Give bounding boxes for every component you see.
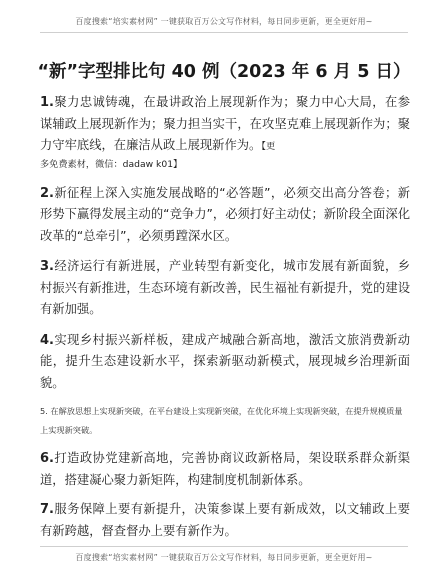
paragraph-number: 5. [40, 406, 48, 416]
footer-promo-text: 百度搜索“培实素材网” 一键获取百万公文写作材料，每日同步更新，更全更好用~ [75, 553, 373, 562]
paragraph-5 [40, 402, 410, 440]
paragraph-text: 新征程上深入实施发展战略的“必答题”，必须交出高分答卷；新形势下赢得发展主动的“竞争力”，必须打好主动仗；新阶段全面深化改革的“总牵引”，必须勇蹚深水区。 [40, 185, 410, 243]
promo-wechat-line: 多免费素材，微信：dadaw k01】 [40, 158, 183, 170]
paragraph-2 [40, 183, 410, 248]
paragraph-1 [40, 92, 410, 158]
footer-divider [40, 546, 408, 547]
header-promo-text: 百度搜索“培实素材网” 一键获取百万公文写作材料，每日同步更新，更全更好用~ [75, 17, 373, 26]
document-body [40, 92, 410, 542]
header-divider [40, 32, 408, 33]
paragraph-3 [40, 256, 410, 321]
paragraph-text: 打造政协党建新高地，完善协商议政新格局，架设联系群众新渠道，搭建凝心聚力新矩阵，构建制度机制新体系。 [40, 451, 410, 487]
paragraph-number: 7. [40, 502, 54, 518]
paragraph-number: 2. [40, 185, 54, 201]
paragraph-text: 服务保障上要有新提升，决策参谋上要有新成效，以文辅政上要有新跨越，督查督办上要有新作为。 [40, 502, 410, 538]
paragraph-number: 1. [40, 95, 54, 110]
paragraph-number: 3. [40, 259, 54, 274]
paragraph-7 [40, 499, 410, 542]
paragraph-number: 6. [40, 451, 54, 467]
paragraph-6 [40, 448, 410, 491]
paragraph-text: 实现乡村振兴新样板，建成产城融合新高地，激活文旅消费新动能，提升生态建设新水平，探索新驱动新模式，展现城乡治理新面貌。 [40, 332, 410, 390]
paragraph-4 [40, 330, 410, 395]
paragraph-text: 在解放思想上实现新突破，在平台建设上实现新突破，在优化环境上实现新突破，在提升规模质量上实现新突破。 [40, 406, 403, 435]
paragraph-text: 聚力忠诚铸魂，在最讲政治上展现新作为；聚力中心大局，在参谋辅政上展现新作为；聚力担当实干，在攻坚克难上展现新作为；聚力守牢底线，在廉洁从政上展现新作为。 [40, 95, 410, 152]
paragraph-text: 经济运行有新进展，产业转型有新变化，城市发展有新面貌，乡村振兴有新推进，生态环境有新改善，民生福祉有新提升，党的建设有新加强。 [40, 259, 410, 316]
promo-inline-text: 【更 [261, 141, 276, 152]
document-title: “新”字型排比句 40 例（2023 年 6 月 5 日） [37, 62, 411, 82]
paragraph-number: 4. [40, 332, 54, 348]
